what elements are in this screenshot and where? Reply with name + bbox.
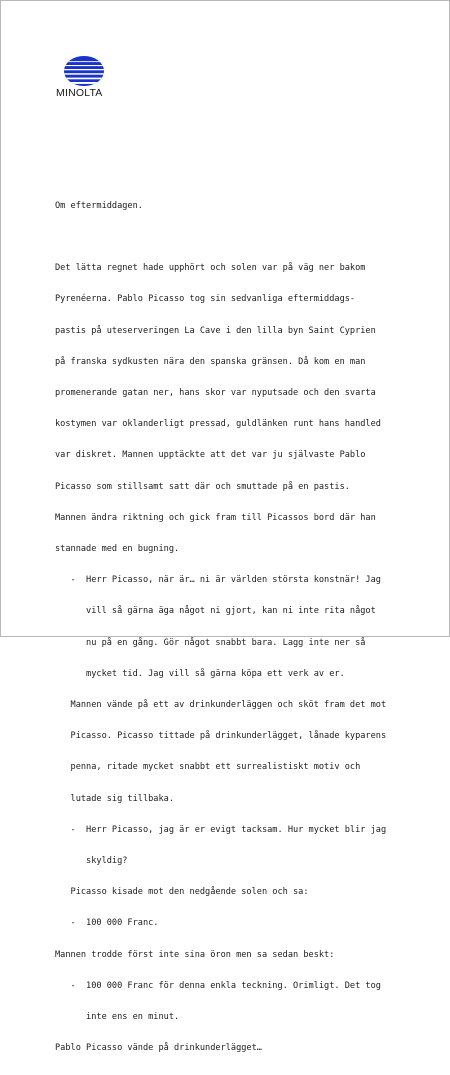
text-line: Pablo Picasso vände på drinkunderlägget… <box>55 1043 262 1054</box>
text-line: Picasso som stillsamt satt där och smuttade på en pastis. <box>55 481 350 492</box>
text-line: promenerande gatan ner, hans skor var nyputsade och den svarta <box>55 388 376 399</box>
text-line: inte ens en minut. <box>55 1012 180 1023</box>
text-line: nu på en gång. Gör något snabbt bara. Lagg inte ner så <box>55 637 366 648</box>
text-line: stannade med en bugning. <box>55 544 180 555</box>
text-line: - Herr Picasso, när är… ni är världen största konstnär! Jag <box>55 575 381 586</box>
text-line: Det lätta regnet hade upphört och solen var på väg ner bakom <box>55 263 366 274</box>
blank-line <box>55 232 415 242</box>
text-line: Picasso. Picasso tittade på drinkunderlägget, lånade kyparens <box>55 731 387 742</box>
text-line: - Herr Picasso, jag är er evigt tacksam. Hur mycket blir jag <box>55 824 387 835</box>
text-line: på franska sydkusten nära den spanska gränsen. Då kom en man <box>55 356 366 367</box>
text-line: Mannen trodde först inte sina öron men sa sedan beskt: <box>55 949 335 960</box>
text-line: Mannen vände på ett av drinkunderläggen och sköt fram det mot <box>55 700 387 711</box>
text-line: kostymen var oklanderligt pressad, guldlänken runt hans handled <box>55 419 381 430</box>
text-line: Mannen ändra riktning och gick fram till Picassos bord där han <box>55 512 376 523</box>
text-line: vill så gärna äga något ni gjort, kan ni inte rita något <box>55 606 376 617</box>
text-line: skyldig? <box>55 856 128 867</box>
text-line: Pyrenéerna. Pablo Picasso tog sin sedvanliga eftermiddags- <box>55 294 356 305</box>
logo-wordmark: MINOLTA <box>56 87 103 99</box>
text-line: penna, ritade mycket snabbt ett surrealistiskt motiv och <box>55 762 361 773</box>
text-line: lutade sig tillbaka. <box>55 793 174 804</box>
text-line: - 100 000 Franc. <box>55 918 159 929</box>
text-line: var diskret. Mannen upptäckte att det var ju självaste Pablo <box>55 450 366 461</box>
document-heading: Om eftermiddagen. <box>55 200 143 211</box>
document-body <box>55 180 415 1075</box>
text-line: pastis på uteserveringen La Cave i den lilla byn Saint Cyprien <box>55 325 376 336</box>
text-line: - 100 000 Franc för denna enkla teckning. Orimligt. Det tog <box>55 980 381 991</box>
text-line: Picasso kisade mot den nedgående solen och sa: <box>55 887 309 898</box>
text-line: mycket tid. Jag vill så gärna köpa ett verk av er. <box>55 668 345 679</box>
minolta-globe-icon <box>58 56 110 86</box>
